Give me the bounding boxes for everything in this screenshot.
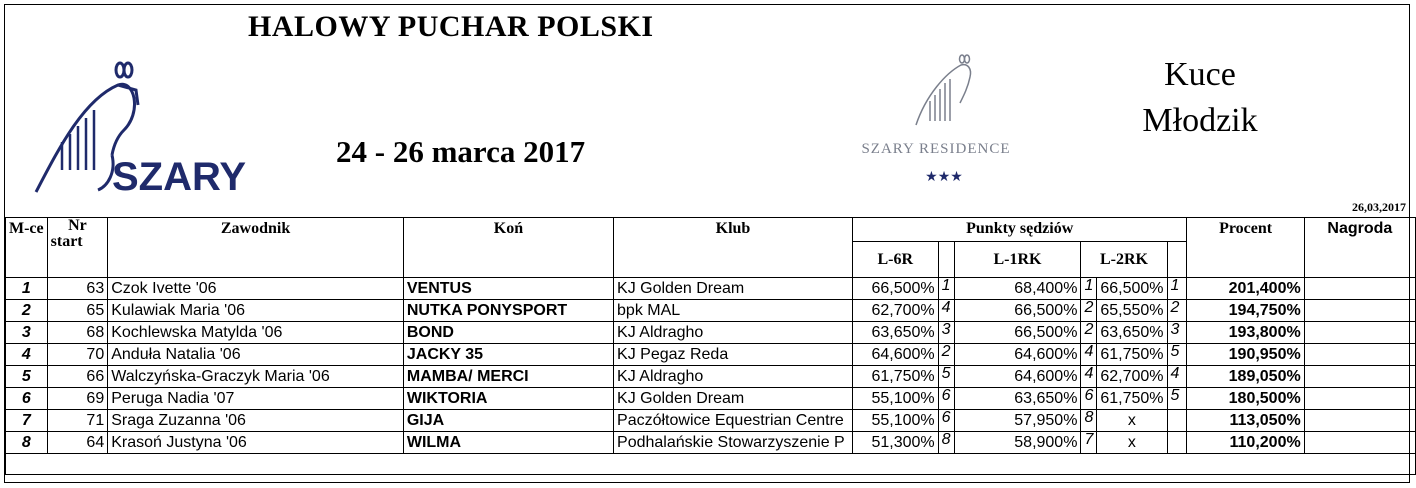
table-row [6,344,1416,366]
cell-place: 2 [6,300,48,322]
cell-r1: 6 [938,388,954,410]
header-start-no [47,218,108,278]
cell-rider: Kulawiak Maria '06 [108,300,404,322]
cell-prize [1304,410,1415,432]
cell-place: 5 [6,366,48,388]
cell-start: 69 [47,388,108,410]
header-place: M-ce [6,218,48,278]
cell-rider: Sraga Zuzanna '06 [108,410,404,432]
cell-s3: 62,700% [1097,366,1167,388]
cell-s3: x [1097,432,1167,454]
cell-r3: 3 [1167,322,1187,344]
cell-r1: 1 [938,278,954,300]
cell-place: 4 [6,344,48,366]
cell-s2: 66,500% [954,300,1081,322]
cell-place: 7 [6,410,48,432]
cell-s2: 63,650% [954,388,1081,410]
cell-r2: 4 [1081,344,1097,366]
cell-start: 64 [47,432,108,454]
cell-s1: 55,100% [852,410,938,432]
cell-s3: 61,750% [1097,388,1167,410]
cell-s2: 58,900% [954,432,1081,454]
cell-pct: 194,750% [1187,300,1304,322]
table-row [6,388,1416,410]
header-judge-3: L-2RK [1081,242,1167,278]
cell-horse: JACKY 35 [403,344,613,366]
cell-start: 66 [47,366,108,388]
table-row [6,300,1416,322]
cell-r3: 2 [1167,300,1187,322]
cell-pct: 189,050% [1187,366,1304,388]
cell-s2: 57,950% [954,410,1081,432]
header-judge-2: L-1RK [954,242,1081,278]
cell-s3: x [1097,410,1167,432]
cell-prize [1304,432,1415,454]
cell-horse: GIJA [403,410,613,432]
cell-pct: 113,050% [1187,410,1304,432]
cell-r3: 5 [1167,344,1187,366]
table-row [6,410,1416,432]
cell-club: KJ Aldragho [614,366,853,388]
cell-r2: 4 [1081,366,1097,388]
cell-place: 3 [6,322,48,344]
header-start-no-2: start [50,233,83,250]
header-prize: Nagroda [1304,218,1415,278]
cell-club: KJ Aldragho [614,322,853,344]
table-row [6,278,1416,300]
table-row [6,366,1416,388]
event-dates: 24 - 26 marca 2017 [336,134,586,169]
cell-pct: 180,500% [1187,388,1304,410]
table-row [6,322,1416,344]
cell-s2: 66,500% [954,322,1081,344]
cell-r1: 5 [938,366,954,388]
cell-start: 71 [47,410,108,432]
szary-residence-logo [846,55,1026,190]
table-footer-spacer [6,454,1416,475]
cell-s3: 63,650% [1097,322,1167,344]
cell-r2: 6 [1081,388,1097,410]
cell-r1: 3 [938,322,954,344]
cell-club: KJ Golden Dream [614,278,853,300]
cell-prize [1304,366,1415,388]
category-junior: Młodzik [1142,102,1258,139]
cell-horse: WIKTORIA [403,388,613,410]
cell-rider: Anduła Natalia '06 [108,344,404,366]
cell-r2: 2 [1081,300,1097,322]
cell-club: KJ Pegaz Reda [614,344,853,366]
cell-start: 65 [47,300,108,322]
cell-rider: Peruga Nadia '07 [108,388,404,410]
cell-prize [1304,322,1415,344]
header-rider: Zawodnik [108,218,404,278]
cell-horse: VENTUS [403,278,613,300]
cell-pct: 201,400% [1187,278,1304,300]
cell-rider: Walczyńska-Graczyk Maria '06 [108,366,404,388]
cell-club: Paczółtowice Equestrian Centre [614,410,853,432]
cell-r1: 6 [938,410,954,432]
cell-prize [1304,388,1415,410]
cell-pct: 193,800% [1187,322,1304,344]
cell-r3: 4 [1167,366,1187,388]
cell-horse: BOND [403,322,613,344]
szary-residence-text: SZARY RESIDENCE [861,141,1011,157]
cell-s1: 61,750% [852,366,938,388]
cell-r3: 1 [1167,278,1187,300]
cell-place: 1 [6,278,48,300]
cell-rider: Kochlewska Matylda '06 [108,322,404,344]
table-row [6,432,1416,454]
event-title: HALOWY PUCHAR POLSKI [248,10,654,43]
szary-logo [28,60,247,201]
cell-r2: 2 [1081,322,1097,344]
cell-rider: Krasoń Justyna '06 [108,432,404,454]
cell-s1: 55,100% [852,388,938,410]
cell-place: 6 [6,388,48,410]
result-date: 26,03,2017 [1352,200,1406,214]
stars-icon: ★★★ [925,169,963,185]
cell-r2: 8 [1081,410,1097,432]
cell-s2: 64,600% [954,366,1081,388]
cell-s3: 65,550% [1097,300,1167,322]
cell-r2: 1 [1081,278,1097,300]
header-start-no-1: Nr [68,217,87,234]
cell-pct: 190,950% [1187,344,1304,366]
cell-s1: 51,300% [852,432,938,454]
cell-start: 68 [47,322,108,344]
cell-prize [1304,300,1415,322]
cell-club: bpk MAL [614,300,853,322]
cell-s2: 64,600% [954,344,1081,366]
cell-s3: 61,750% [1097,344,1167,366]
cell-club: Podhalańskie Stowarzyszenie P [614,432,853,454]
cell-s1: 66,500% [852,278,938,300]
cell-r1: 2 [938,344,954,366]
cell-r1: 4 [938,300,954,322]
cell-horse: WILMA [403,432,613,454]
cell-horse: NUTKA PONYSPORT [403,300,613,322]
cell-s1: 63,650% [852,322,938,344]
cell-pct: 110,200% [1187,432,1304,454]
cell-r2: 7 [1081,432,1097,454]
header-judge-1: L-6R [852,242,938,278]
header-club: Klub [614,218,853,278]
results-table [5,217,1416,475]
cell-r3 [1167,410,1187,432]
cell-start: 63 [47,278,108,300]
header-percent: Procent [1187,218,1304,278]
cell-start: 70 [47,344,108,366]
cell-r3 [1167,432,1187,454]
cell-prize [1304,344,1415,366]
category-pony: Kuce [1164,56,1236,93]
cell-r1: 8 [938,432,954,454]
szary-logo-text: SZARY [112,155,247,199]
cell-club: KJ Golden Dream [614,388,853,410]
cell-place: 8 [6,432,48,454]
cell-s2: 68,400% [954,278,1081,300]
cell-rider: Czok Ivette '06 [108,278,404,300]
cell-prize [1304,278,1415,300]
cell-s1: 62,700% [852,300,938,322]
cell-s1: 64,600% [852,344,938,366]
cell-horse: MAMBA/ MERCI [403,366,613,388]
header-horse: Koń [403,218,613,278]
cell-s3: 66,500% [1097,278,1167,300]
cell-r3: 5 [1167,388,1187,410]
header-judges: Punkty sędziów [852,218,1187,242]
